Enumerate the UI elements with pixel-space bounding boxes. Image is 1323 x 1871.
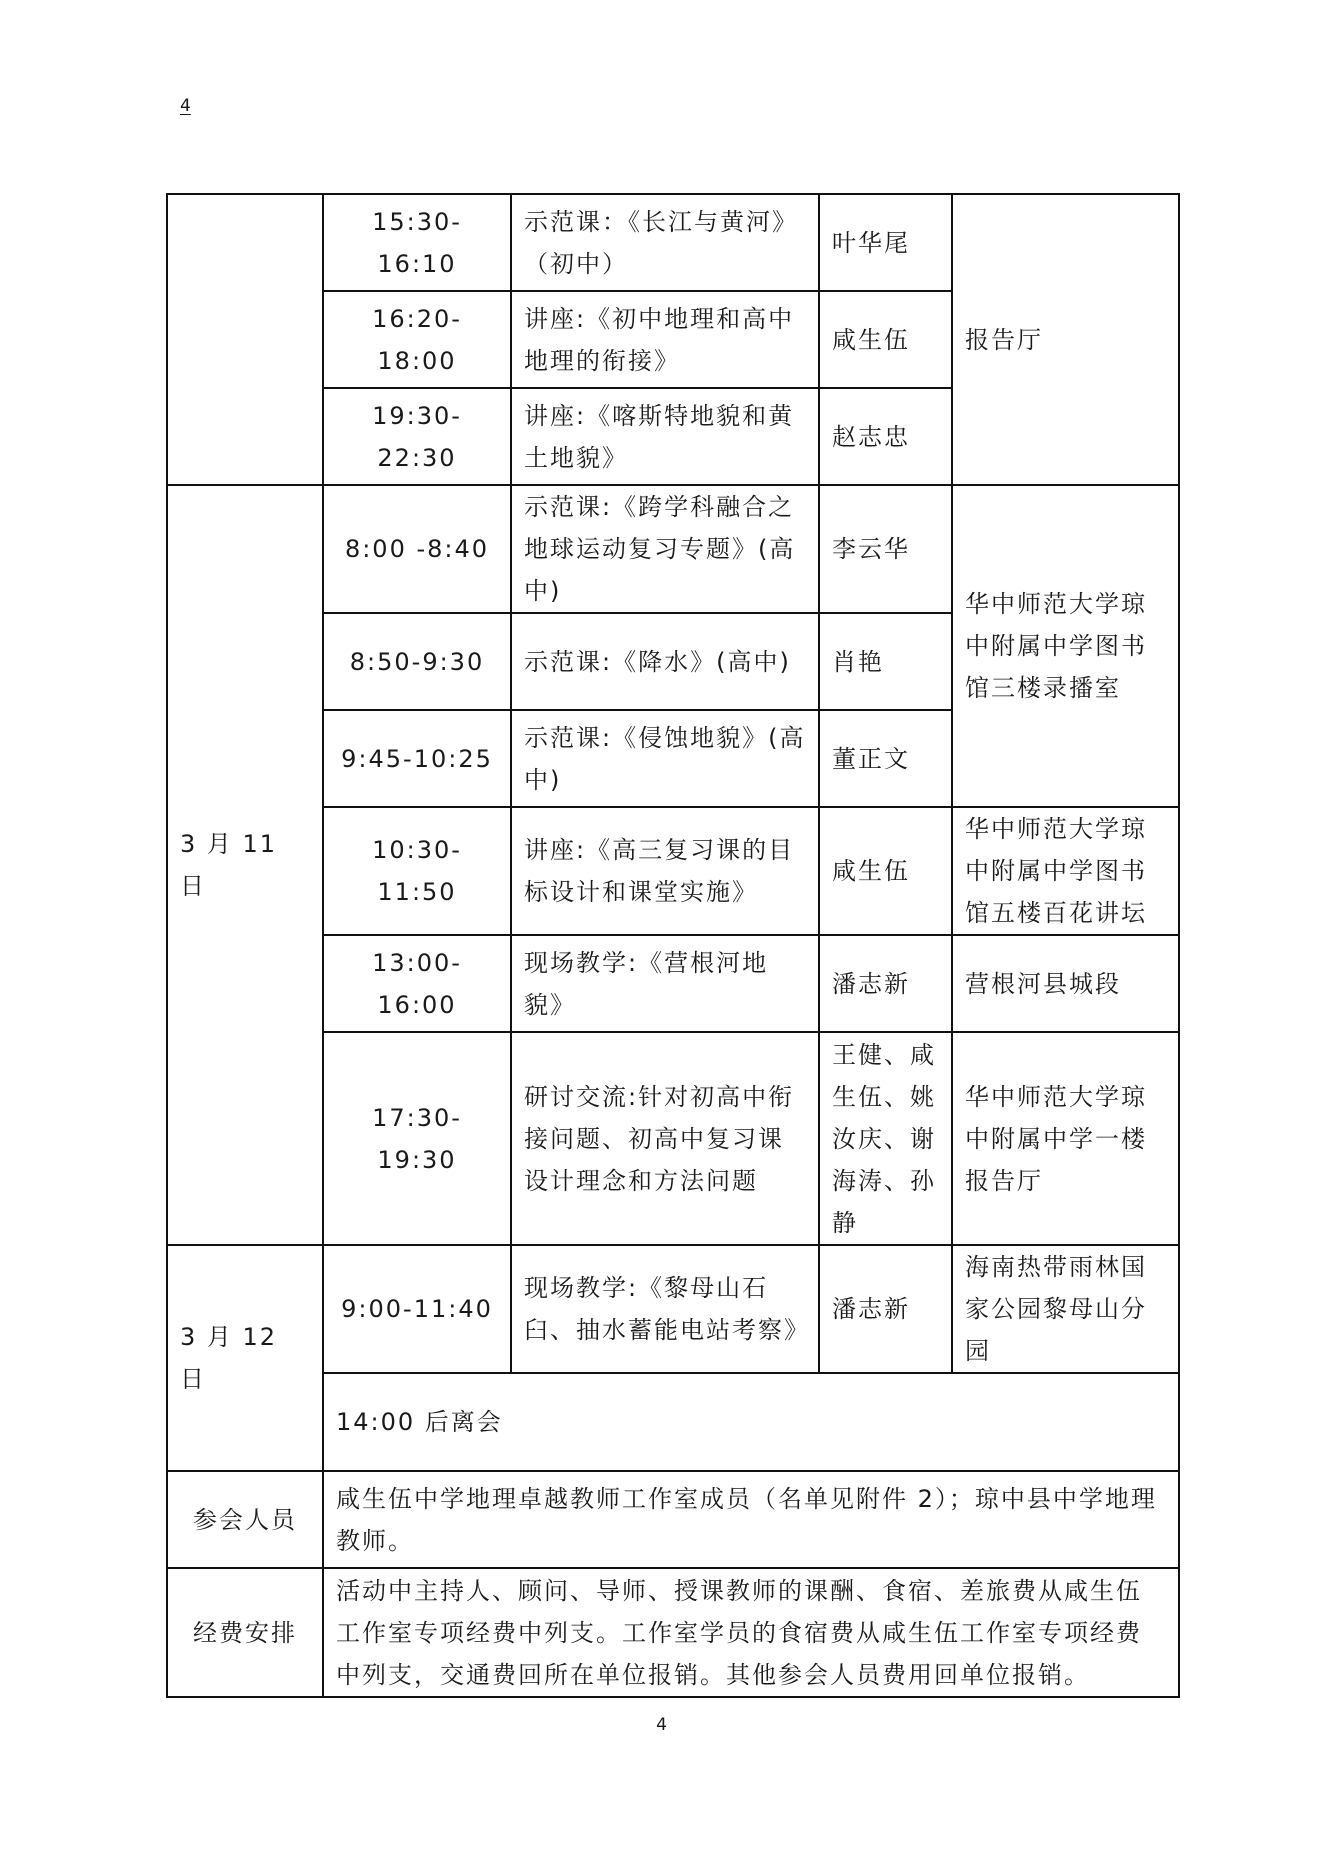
session-venue: 华中师范大学琼中附属中学一楼报告厅 xyxy=(952,1032,1179,1245)
session-topic: 现场教学:《营根河地貌》 xyxy=(511,935,819,1032)
session-speaker: 李云华 xyxy=(819,485,952,613)
date-cell: 3 月 11 日 xyxy=(167,485,323,1245)
session-speaker: 潘志新 xyxy=(819,1245,952,1373)
session-venue: 报告厅 xyxy=(952,194,1179,485)
table-row xyxy=(167,194,1179,291)
session-speaker: 董正文 xyxy=(819,710,952,807)
footer-page-number: 4 xyxy=(656,1715,667,1735)
attendees-text: 咸生伍中学地理卓越教师工作室成员（名单见附件 2）；琼中县中学地理教师。 xyxy=(323,1471,1179,1568)
funding-text: 活动中主持人、顾问、导师、授课教师的课酬、食宿、差旅费从咸生伍工作室专项经费中列支。工作室学员的食宿费从咸生伍工作室专项经费中列支，交通费回所在单位报销。其他参会人员费用回单位报销。 xyxy=(323,1568,1179,1697)
attendees-label: 参会人员 xyxy=(167,1471,323,1568)
date-cell-empty xyxy=(167,194,323,485)
session-time: 17:30-19:30 xyxy=(323,1032,511,1245)
funding-label: 经费安排 xyxy=(167,1568,323,1697)
session-speaker: 咸生伍 xyxy=(819,291,952,388)
session-time: 9:00-11:40 xyxy=(323,1245,511,1373)
session-time: 8:50-9:30 xyxy=(323,613,511,710)
session-time: 15:30-16:10 xyxy=(323,194,511,291)
date-cell: 3 月 12 日 xyxy=(167,1245,323,1471)
session-time: 8:00 -8:40 xyxy=(323,485,511,613)
table-row xyxy=(167,1245,1179,1373)
session-speaker: 咸生伍 xyxy=(819,807,952,935)
session-topic: 讲座:《高三复习课的目标设计和课堂实施》 xyxy=(511,807,819,935)
session-time: 9:45-10:25 xyxy=(323,710,511,807)
closing-note: 14:00 后离会 xyxy=(323,1373,1179,1471)
session-speaker: 肖艳 xyxy=(819,613,952,710)
table-row xyxy=(167,1568,1179,1697)
session-topic: 讲座:《喀斯特地貌和黄土地貌》 xyxy=(511,388,819,485)
header-page-number: 4 xyxy=(180,96,191,116)
session-venue: 营根河县城段 xyxy=(952,935,1179,1032)
session-topic: 示范课:《跨学科融合之地球运动复习专题》(高中) xyxy=(511,485,819,613)
session-topic: 讲座:《初中地理和高中地理的衔接》 xyxy=(511,291,819,388)
session-speaker: 王健、咸生伍、姚汝庆、谢海涛、孙静 xyxy=(819,1032,952,1245)
table-row xyxy=(167,485,1179,613)
session-time: 10:30-11:50 xyxy=(323,807,511,935)
table-row xyxy=(167,1471,1179,1568)
session-topic: 研讨交流:针对初高中衔接问题、初高中复习课设计理念和方法问题 xyxy=(511,1032,819,1245)
session-venue: 海南热带雨林国家公园黎母山分园 xyxy=(952,1245,1179,1373)
session-topic: 示范课:《侵蚀地貌》(高中) xyxy=(511,710,819,807)
session-topic: 示范课:《降水》(高中) xyxy=(511,613,819,710)
session-speaker: 叶华尾 xyxy=(819,194,952,291)
session-speaker: 潘志新 xyxy=(819,935,952,1032)
session-venue: 华中师范大学琼中附属中学图书馆三楼录播室 xyxy=(952,485,1179,807)
schedule-table xyxy=(166,193,1180,1698)
session-time: 19:30-22:30 xyxy=(323,388,511,485)
session-venue: 华中师范大学琼中附属中学图书馆五楼百花讲坛 xyxy=(952,807,1179,935)
session-topic: 示范课：《长江与黄河》（初中） xyxy=(511,194,819,291)
session-speaker: 赵志忠 xyxy=(819,388,952,485)
session-time: 16:20-18:00 xyxy=(323,291,511,388)
session-time: 13:00-16:00 xyxy=(323,935,511,1032)
session-topic: 现场教学:《黎母山石臼、抽水蓄能电站考察》 xyxy=(511,1245,819,1373)
